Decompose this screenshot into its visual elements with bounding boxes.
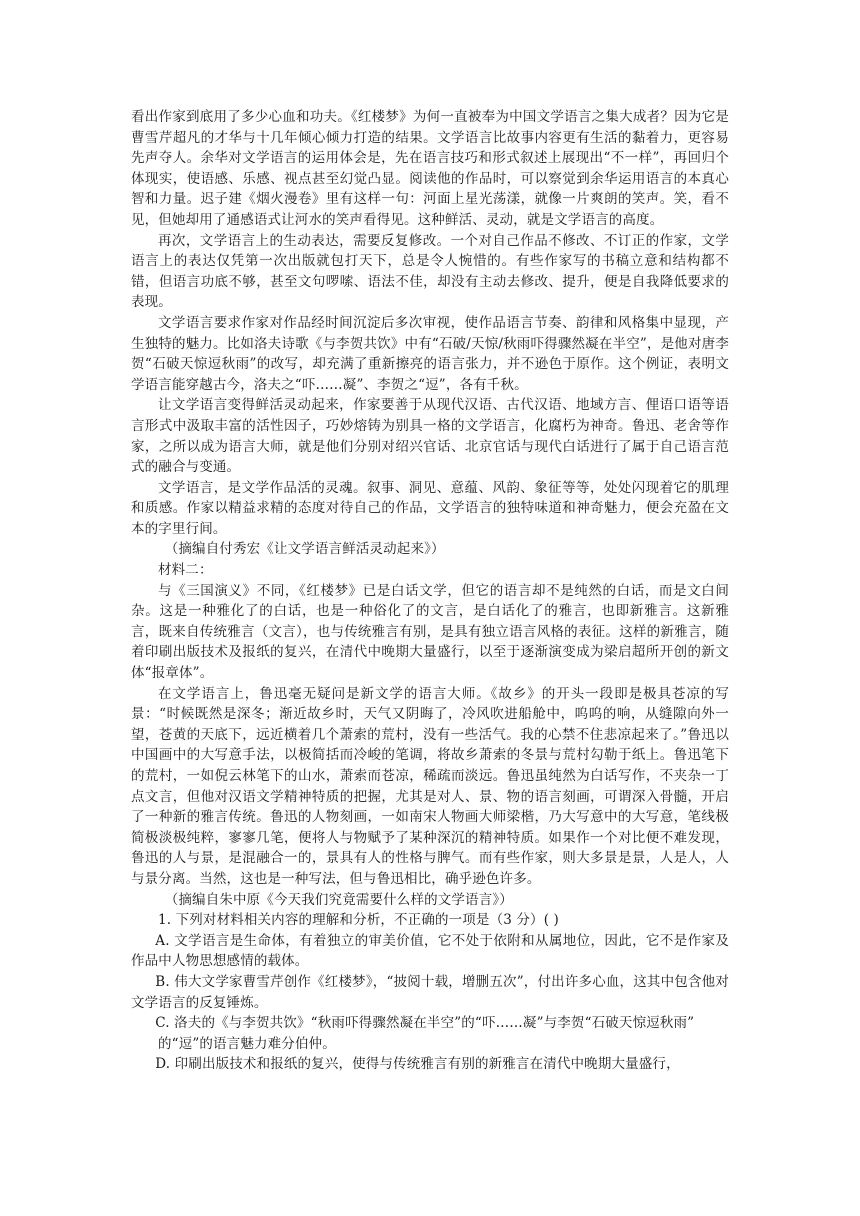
paragraph-1: 看出作家到底用了多少心血和功夫。《红楼梦》为何一直被奉为中国文学语言之集大成者？因为它是曹雪芹超凡的才华与十几年倾心倾力打造的结果。文学语言比故事内容更有生活的黏着力，更容易先声夺人。余华对文学语言的运用体会是，先在语言技巧和形式叙述上展现出“不一样”，再回归个体现实，使语感、乐感、视点甚至幻觉凸显。阅读他的作品时，可以察觉到余华运用语言的本真心智和力量。迟子建《烟火漫卷》里有这样一句：河面上星光荡漾，就像一片爽朗的笑声。笑，看不见，但她却用了通感语式让河水的笑声看得见。这种鲜活、灵动，就是文学语言的高度。 — [131, 109, 729, 228]
option-d: D. 印刷出版技术和报纸的复兴，使得与传统雅言有别的新雅言在清代中晚期大量盛行， — [155, 1056, 680, 1073]
option-c: C. 洛夫的《与李贺共饮》“秋雨吓得骤然凝在半空”的“吓……凝”与李贺“石破天惊逗秋雨” — [155, 1015, 695, 1032]
option-a: A. 文学语言是生命体，有着独立的审美价值，它不处于依附和从属地位，因此，它不是作家及作品中人物思想感情的载体。 — [131, 932, 729, 970]
paragraph-3: 文学语言要求作家对作品经时间沉淀后多次审视，使作品语言节奏、韵律和风格集中显现，产生独特的魅力。比如洛夫诗歌《与李贺共饮》中有“石破/天惊/秋雨吓得骤然凝在半空”，是他对唐李贺“石破天惊逗秋雨”的改写，却充满了重新擦亮的语言张力，并不逊色于原作。这个例证，表明文学语言能穿越古今，洛夫之“吓……凝”、李贺之“逗”，各有千秋。 — [131, 314, 729, 393]
paragraph-4: 让文学语言变得鲜活灵动起来，作家要善于从现代汉语、古代汉语、地域方言、俚语口语等语言形式中汲取丰富的活性因子，巧妙熔铸为别具一格的文学语言，化腐朽为神奇。鲁迅、老舍等作家，之所以成为语言大师，就是他们分别对绍兴官话、北京官话与现代白话进行了属于自己语言范式的融合与变通。 — [131, 397, 729, 476]
question-1: 1. 下列对材料相关内容的理解和分析，不正确的一项是（3 分）( ) — [158, 912, 559, 929]
source-citation-1: （摘编自付秀宏《让文学语言鲜活灵动起来》） — [164, 541, 445, 558]
paragraph-5: 文学语言，是文学作品活的灵魂。叙事、洞见、意蕴、风韵、象征等等，处处闪现着它的肌理和质感。作家以精益求精的态度对待自己的作品，文学语言的独特味道和神奇魅力，便会充盈在文本的字里行间。 — [131, 479, 729, 537]
option-c-continuation: 的“逗”的语言魅力难分伯仲。 — [158, 1035, 336, 1052]
material-two-heading: 材料二： — [158, 562, 213, 579]
paragraph-2: 再次，文学语言上的生动表达，需要反复修改。一个对自己作品不修改、不订正的作家，文学语言上的表达仅凭第一次出版就包打天下，总是令人惋惜的。有些作家写的书稿立意和结构都不错，但语言功底不够，甚至文句啰嗦、语法不佳，却没有主动去修改、提升，便是自我降低要求的表现。 — [131, 232, 729, 311]
option-b: B. 伟大文学家曹雪芹创作《红楼梦》，“披阅十载，增删五次”，付出许多心血，这其中包含他对文学语言的反复锤炼。 — [131, 973, 729, 1011]
paragraph-6: 与《三国演义》不同，《红楼梦》已是白话文学，但它的语言却不是纯然的白话，而是文白间杂。这是一种雅化了的白话，也是一种俗化了的文言，是白话化了的雅言，也即新雅言。这新雅言，既来自传统雅言（文言），也与传统雅言有别，是具有独立语言风格的表征。这样的新雅言，随着印刷出版技术及报纸的复兴，在清代中晚期大量盛行，以至于逐渐演变成为梁启超所开创的新文体“报章体”。 — [131, 582, 729, 682]
document-page — [131, 107, 729, 1075]
paragraph-7: 在文学语言上，鲁迅毫无疑问是新文学的语言大师。《故乡》的开头一段即是极具苍凉的写景：“时候既然是深冬；渐近故乡时，天气又阴晦了，冷风吹进船舱中，呜呜的响，从缝隙向外一望，苍黄的天底下，远近横着几个萧索的荒村，没有一些活气。我的心禁不住悲凉起来了。”鲁迅以中国画中的大写意手法，以极简括而冷峻的笔调，将故乡萧索的冬景与荒村勾勒于纸上。鲁迅笔下的荒村，一如倪云林笔下的山水，萧索而苍凉，稀疏而淡远。鲁迅虽纯然为白话写作，不夹杂一丁点文言，但他对汉语文学精神特质的把握，尤其是对人、景、物的语言刻画，可谓深入骨髓，开启了一种新的雅言传统。鲁迅的人物刻画，一如南宋人物画大师梁楷，乃大写意中的大写意，笔线极简极淡极纯粹，寥寥几笔，便将人与物赋予了某种深沉的精神特质。如果作一个对比便不难发现，鲁迅的人与景，是混融合一的，景具有人的性格与脾气。而有些作家，则大多景是景，人是人，人与景分离。当然，这也是一种写法，但与鲁迅相比，确乎逊色许多。 — [131, 685, 729, 887]
source-citation-2: （摘编自朱中原《今天我们究竟需要什么样的文学语言》） — [164, 891, 513, 908]
